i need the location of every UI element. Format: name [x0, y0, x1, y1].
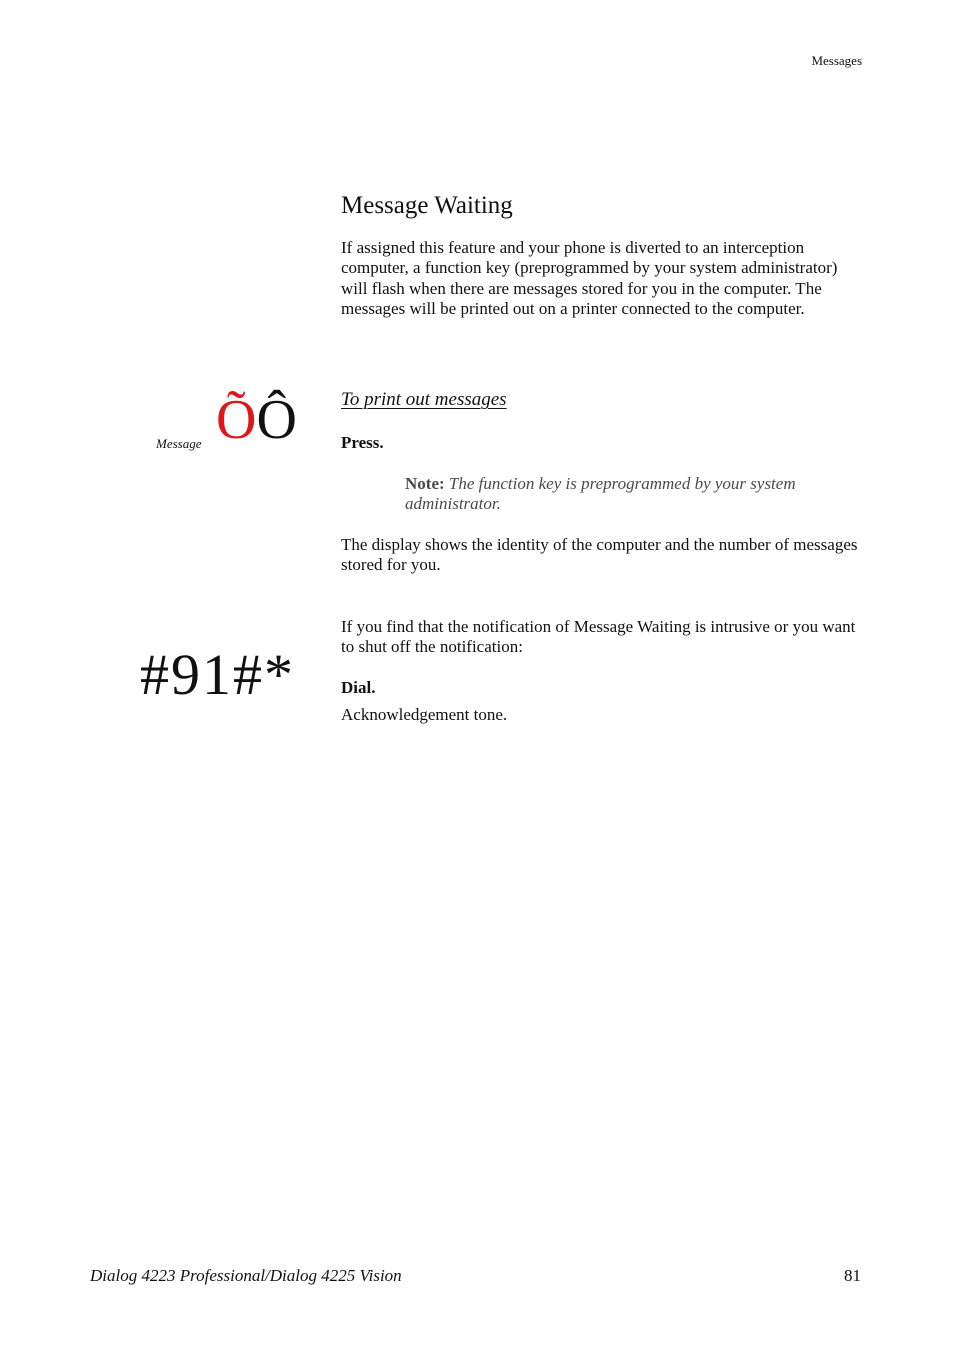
note-text: The function key is preprogrammed by your system administrator. [405, 474, 796, 514]
flashing-led-icon: Õ [216, 389, 257, 451]
dial-instruction: Dial. [341, 678, 376, 697]
intro-paragraph: If assigned this feature and your phone is diverted to an interception computer, a function key (preprogrammed by your system administrator) will flash when there are messages stored for you in the computer. The messages will be printed out on a printer connected to the computer. [341, 238, 838, 319]
dial-code: #91#* [140, 642, 295, 707]
message-key-label: Message [156, 436, 202, 451]
display-info-paragraph: The display shows the identity of the computer and the number of messages stored for you. [341, 535, 858, 575]
acknowledgement-text: Acknowledgement tone. [341, 705, 508, 724]
press-instruction: Press. [341, 433, 384, 452]
section-title: Message Waiting [341, 192, 513, 219]
page-number: 81 [844, 1266, 861, 1285]
procedure-subheading-print: To print out messages [341, 389, 507, 410]
running-header: Messages [811, 53, 862, 68]
footer-title: Dialog 4223 Professional/Dialog 4225 Vision [90, 1266, 402, 1285]
shutoff-intro-paragraph: If you find that the notification of Message Waiting is intrusive or you want to shut off the notification: [341, 617, 856, 657]
note-box [405, 474, 845, 515]
function-key-button-icon: Ô [256, 389, 297, 451]
message-function-key-icon [216, 389, 297, 451]
note-label: Note: [405, 474, 445, 493]
